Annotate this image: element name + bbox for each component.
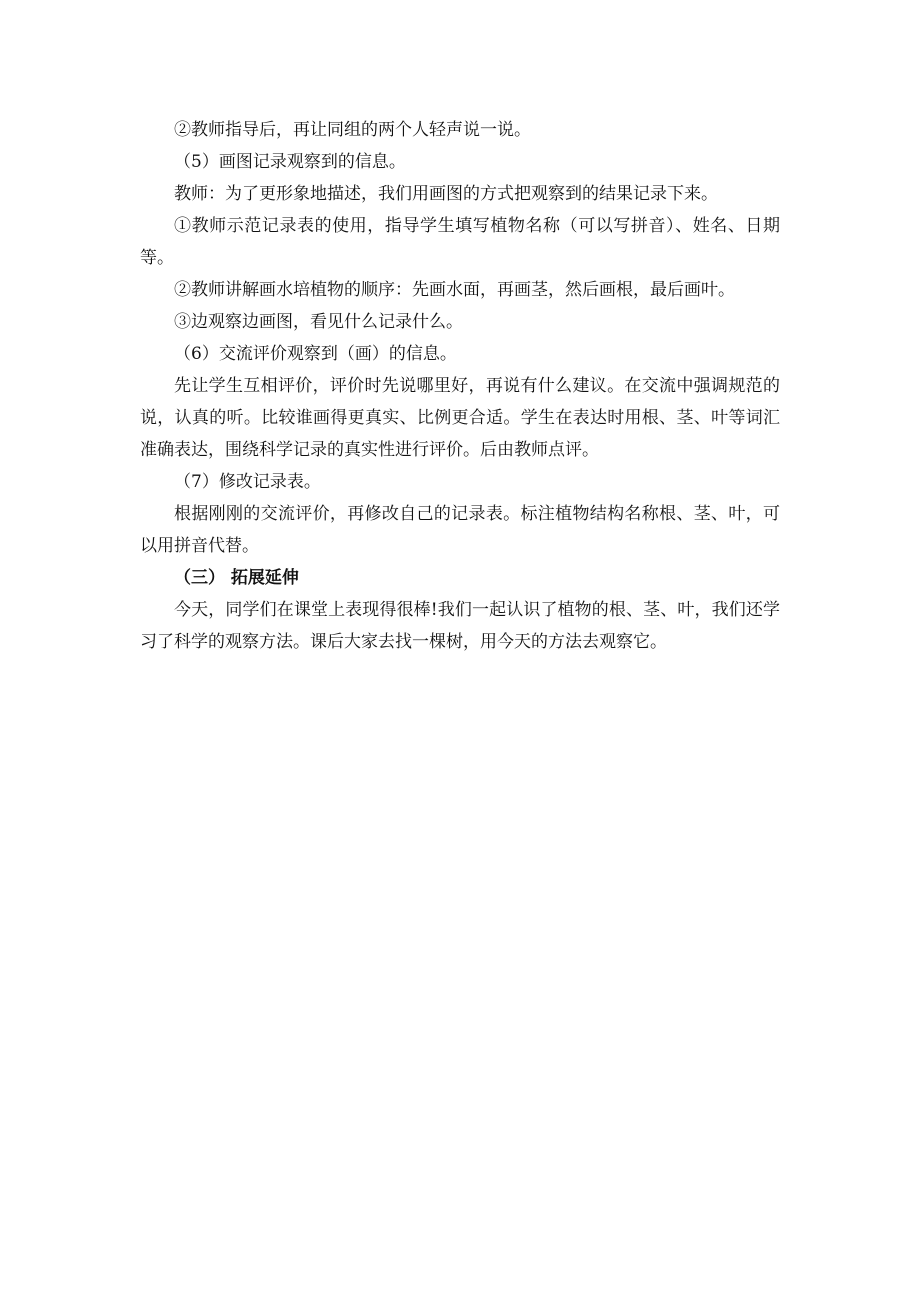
paragraph-drawing-order: ②教师讲解画水培植物的顺序：先画水面，再画茎，然后画根，最后画叶。 [174, 280, 735, 300]
paragraph-step-5: （5）画图记录观察到的信息。 [174, 152, 406, 172]
paragraph-revise-table: 根据刚刚的交流评价，再修改自己的记录表。标注植物结构名称根、茎、叶，可以用拼音代替。 [140, 504, 780, 556]
paragraph-step-7: （7）修改记录表。 [174, 472, 321, 492]
paragraph-step-6: （6）交流评价观察到（画）的信息。 [174, 344, 457, 364]
paragraph-peer-review: 先让学生互相评价，评价时先说哪里好，再说有什么建议。在交流中强调规范的说，认真的听。比较谁画得更真实、比例更合适。学生在表达时用根、茎、叶等词汇准确表达，围绕科学记录的真实性进行评价。后由教师点评。 [140, 376, 780, 460]
paragraph-closing: 今天，同学们在课堂上表现得很棒!我们一起认识了植物的根、茎、叶，我们还学习了科学的观察方法。课后大家去找一棵树，用今天的方法去观察它。 [140, 600, 780, 652]
section-heading-extension: （三） 拓展延伸 [174, 568, 299, 588]
paragraph-observe-draw: ③边观察边画图，看见什么记录什么。 [174, 312, 463, 332]
paragraph-record-table: ①教师示范记录表的使用，指导学生填写植物名称（可以写拼音）、姓名、日期等。 [140, 216, 780, 268]
paragraph-teacher-guide: ②教师指导后，再让同组的两个人轻声说一说。 [174, 120, 531, 140]
document-body [140, 114, 780, 658]
paragraph-teacher-drawing: 教师：为了更形象地描述，我们用画图的方式把观察到的结果记录下来。 [174, 184, 718, 204]
